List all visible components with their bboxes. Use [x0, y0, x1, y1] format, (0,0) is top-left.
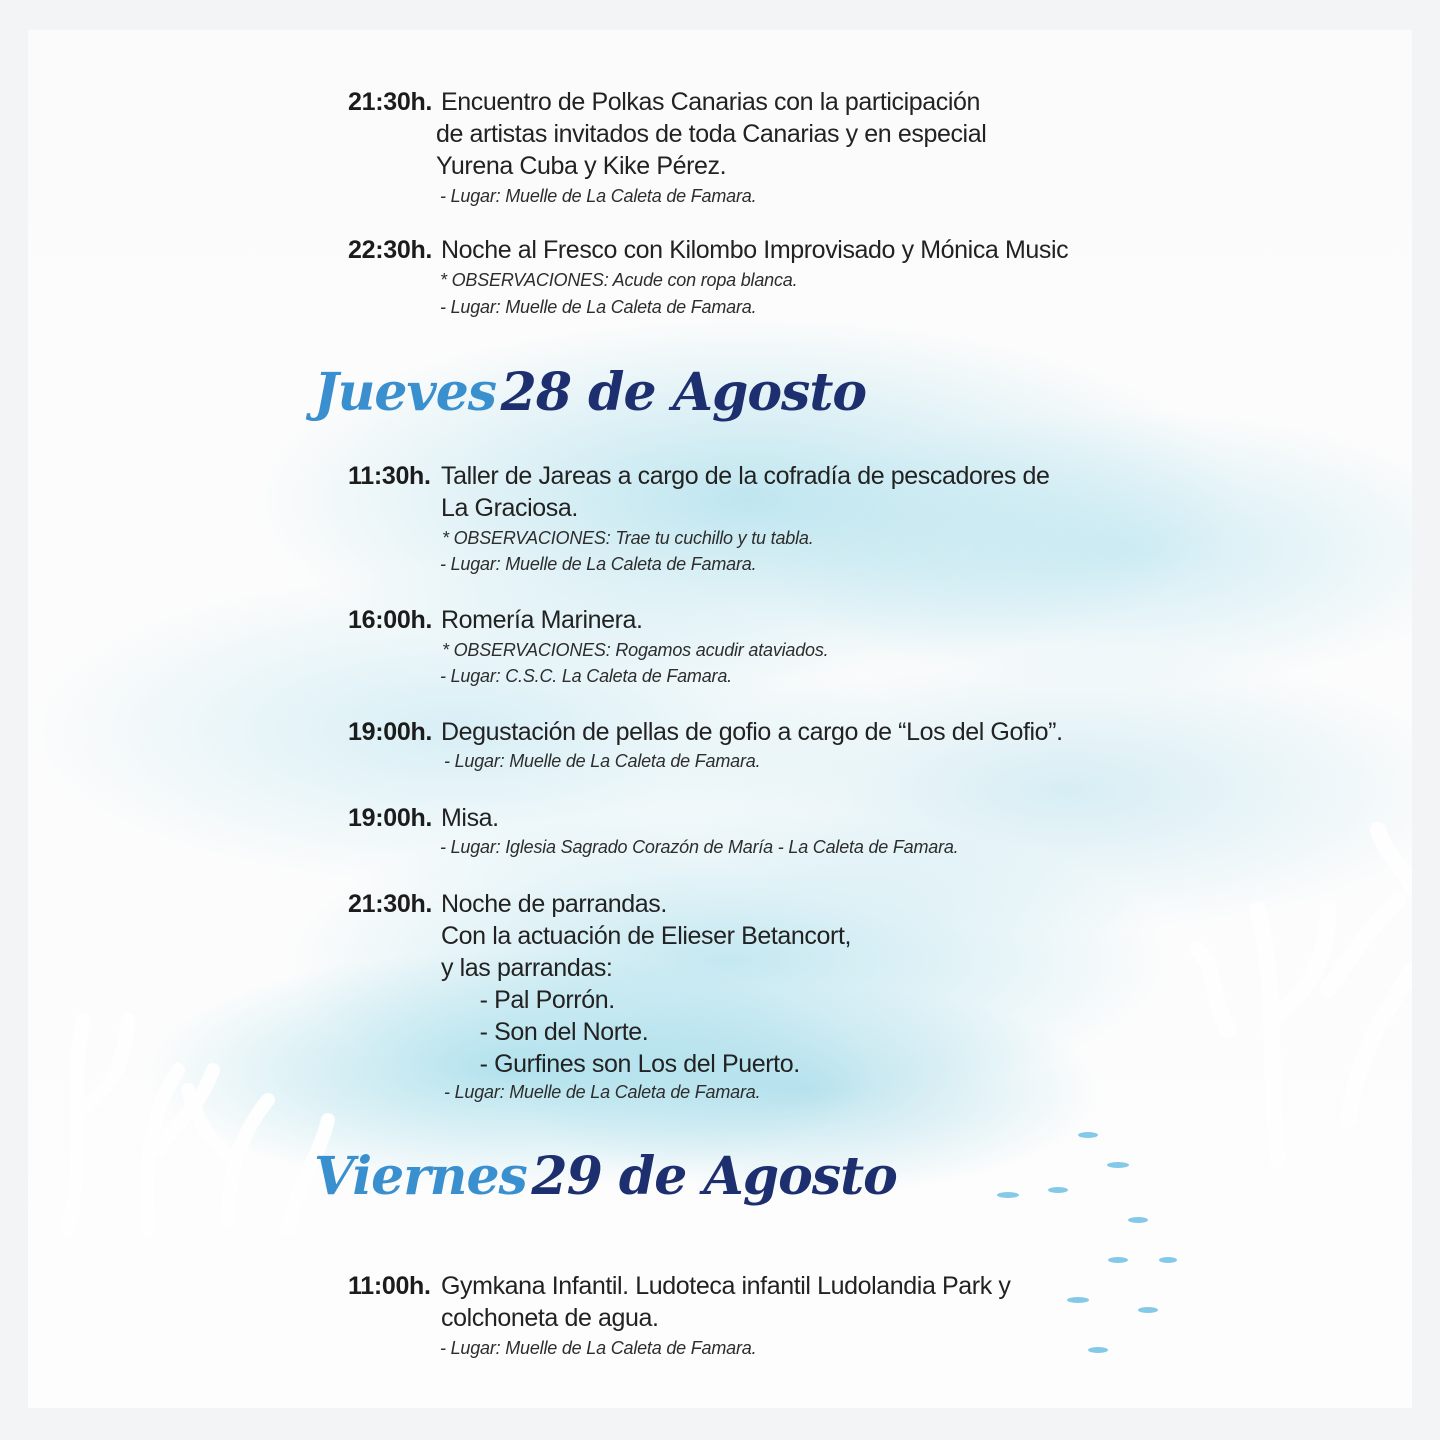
- event-location: - Lugar: Muelle de La Caleta de Famara.: [440, 297, 757, 317]
- event-title: de artistas invitados de toda Canarias y en especial: [436, 120, 987, 148]
- event-time: 11:30h.: [348, 462, 431, 490]
- event-time: 11:00h.: [348, 1272, 431, 1300]
- event-item: [348, 804, 1128, 857]
- event-title: Noche al Fresco con Kilombo Improvisado y Mónica Music: [441, 236, 1069, 264]
- event-title: Romería Marinera.: [441, 606, 643, 634]
- event-time: 19:00h.: [348, 804, 433, 832]
- event-item: [348, 718, 1128, 771]
- event-location: - Lugar: Muelle de La Caleta de Famara.: [440, 1338, 757, 1358]
- event-title: Encuentro de Polkas Canarias con la participación: [441, 88, 981, 116]
- event-observation: * OBSERVACIONES: Trae tu cuchillo y tu tabla.: [442, 528, 814, 548]
- day-heading: [314, 1146, 897, 1207]
- event-title: Noche de parrandas.: [441, 890, 667, 918]
- heading-date: 29 de Agosto: [531, 1146, 897, 1207]
- event-time: 21:30h.: [348, 890, 433, 918]
- event-title: Gymkana Infantil. Ludoteca infantil Ludolandia Park y: [441, 1272, 1011, 1300]
- event-title: - Pal Porrón.: [460, 986, 615, 1014]
- event-time: 19:00h.: [348, 718, 433, 746]
- event-location: - Lugar: Iglesia Sagrado Corazón de María - La Caleta de Famara.: [440, 837, 959, 857]
- event-title: - Son del Norte.: [460, 1018, 649, 1046]
- event-location: - Lugar: C.S.C. La Caleta de Famara.: [440, 666, 732, 686]
- event-item: [348, 88, 1128, 206]
- event-location: - Lugar: Muelle de La Caleta de Famara.: [440, 554, 757, 574]
- coral-left-icon: [68, 1020, 328, 1230]
- event-item: [348, 890, 1128, 1102]
- heading-day: Viernes: [314, 1146, 527, 1207]
- event-time: 22:30h.: [348, 236, 433, 264]
- event-title: Taller de Jareas a cargo de la cofradía de pescadores de: [441, 462, 1050, 490]
- event-observation: * OBSERVACIONES: Rogamos acudir ataviados.: [442, 640, 829, 660]
- event-title: Yurena Cuba y Kike Pérez.: [436, 152, 727, 180]
- event-item: [348, 462, 1128, 574]
- event-item: [348, 236, 1128, 317]
- event-observation: * OBSERVACIONES: Acude con ropa blanca.: [440, 270, 798, 290]
- event-title: - Gurfines son Los del Puerto.: [460, 1050, 800, 1078]
- event-title: Misa.: [441, 804, 499, 832]
- heading-day: Jueves: [314, 362, 497, 423]
- poster: [28, 30, 1412, 1408]
- event-item: [348, 606, 1128, 686]
- event-title: La Graciosa.: [441, 494, 578, 522]
- event-location: - Lugar: Muelle de La Caleta de Famara.: [444, 751, 761, 771]
- coral-right-icon: [1198, 830, 1412, 1160]
- event-title: Degustación de pellas de gofio a cargo de “Los del Gofio”.: [441, 718, 1063, 746]
- event-title: colchoneta de agua.: [441, 1304, 659, 1332]
- event-location: - Lugar: Muelle de La Caleta de Famara.: [440, 186, 757, 206]
- event-title: Con la actuación de Elieser Betancort,: [441, 922, 852, 950]
- event-title: y las parrandas:: [441, 954, 613, 982]
- event-item: [348, 1272, 1128, 1358]
- heading-date: 28 de Agosto: [500, 362, 867, 423]
- event-location: - Lugar: Muelle de La Caleta de Famara.: [444, 1082, 761, 1102]
- event-time: 21:30h.: [348, 88, 433, 116]
- day-heading: [314, 362, 866, 423]
- event-time: 16:00h.: [348, 606, 433, 634]
